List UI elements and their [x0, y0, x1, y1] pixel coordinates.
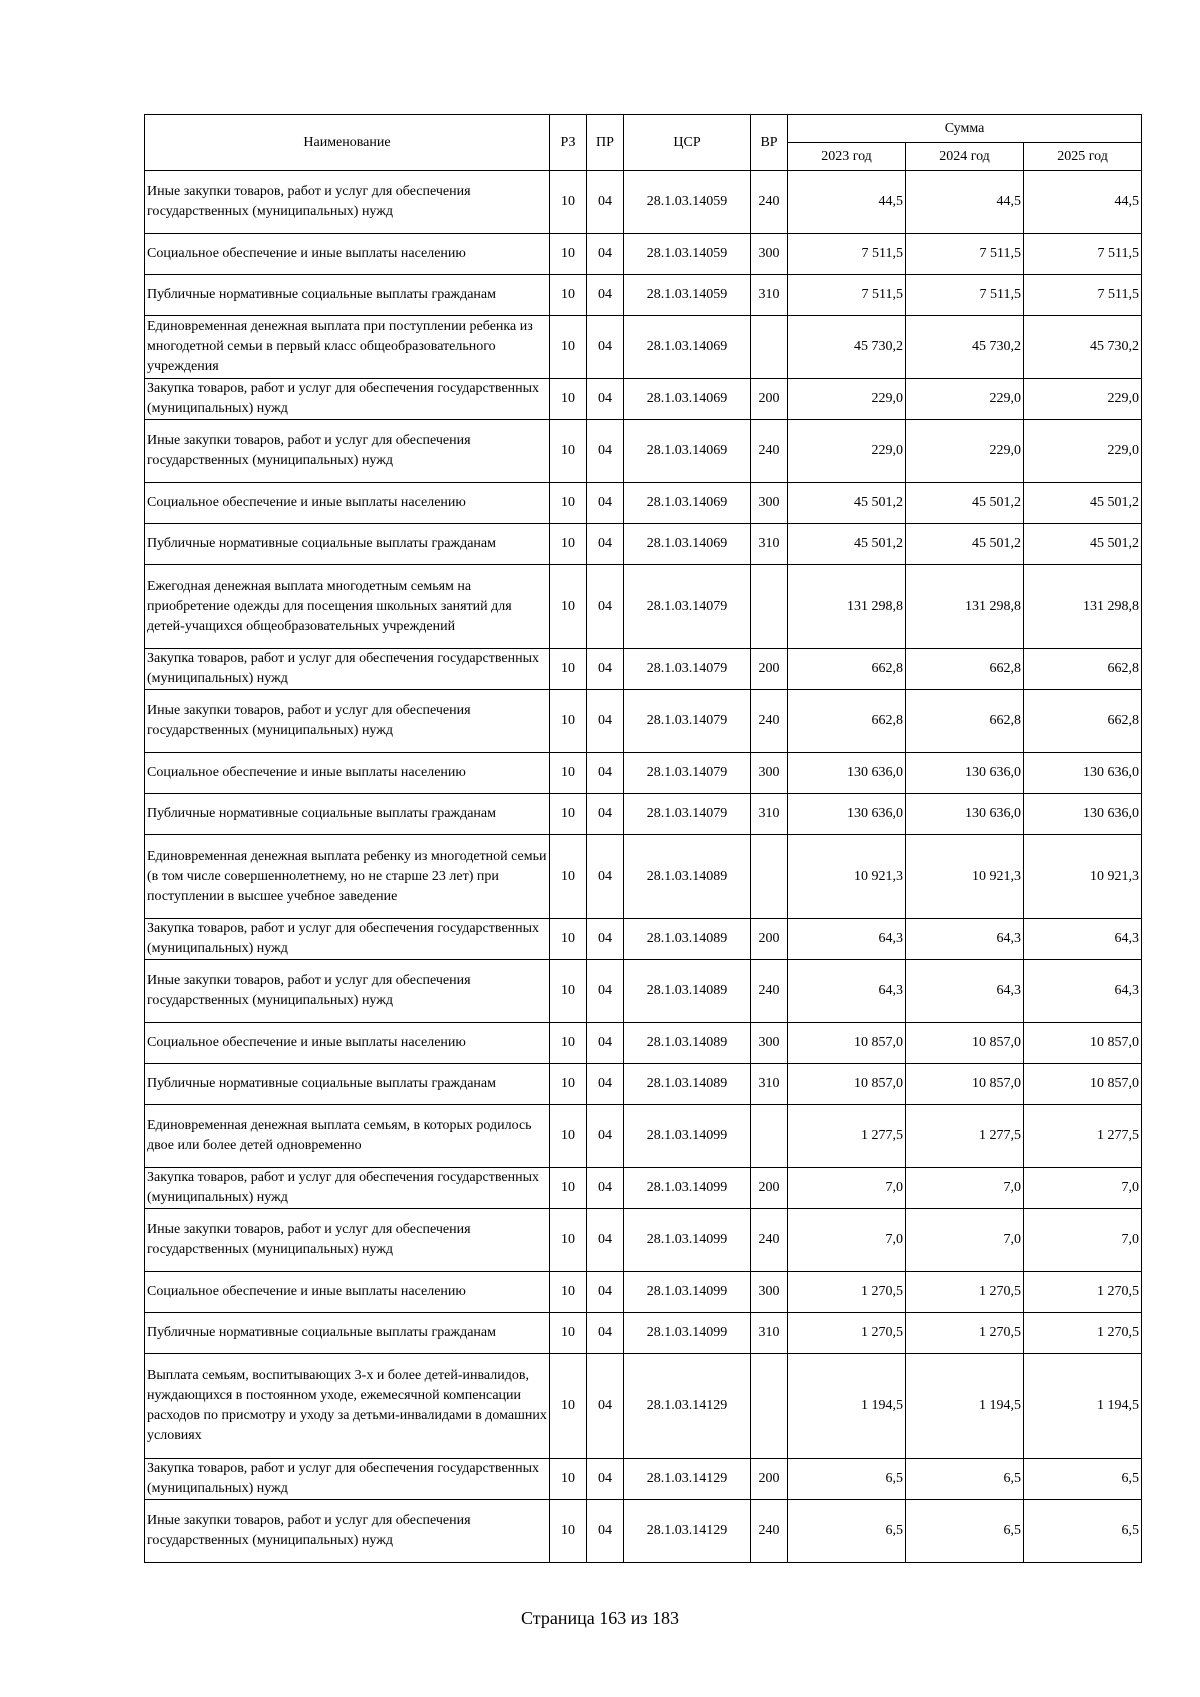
table-row [145, 1209, 1142, 1272]
row-value-2024: 662,8 [906, 690, 1024, 753]
row-value-2025: 6,5 [1024, 1500, 1142, 1563]
row-value-2024: 64,3 [906, 919, 1024, 960]
row-value-2024: 7,0 [906, 1209, 1024, 1272]
row-rz: 10 [550, 690, 587, 753]
row-value-2023: 7 511,5 [788, 275, 906, 316]
row-rz: 10 [550, 524, 587, 565]
row-pr: 04 [587, 835, 624, 919]
row-value-2023: 45 730,2 [788, 316, 906, 379]
row-pr: 04 [587, 1168, 624, 1209]
row-vr: 240 [751, 690, 788, 753]
row-pr: 04 [587, 171, 624, 234]
row-vr: 200 [751, 1168, 788, 1209]
header-year-2023: 2023 год [788, 143, 906, 171]
row-value-2023: 1 277,5 [788, 1105, 906, 1168]
table-row [145, 1023, 1142, 1064]
row-pr: 04 [587, 234, 624, 275]
table-row [145, 565, 1142, 649]
row-value-2025: 662,8 [1024, 690, 1142, 753]
header-csr: ЦСР [624, 115, 751, 171]
table-row [145, 1168, 1142, 1209]
row-name: Иные закупки товаров, работ и услуг для обеспечения государственных (муниципальных) нужд [145, 690, 550, 753]
row-csr: 28.1.03.14099 [624, 1313, 751, 1354]
row-vr: 200 [751, 649, 788, 690]
row-csr: 28.1.03.14099 [624, 1209, 751, 1272]
row-rz: 10 [550, 379, 587, 420]
row-value-2025: 229,0 [1024, 420, 1142, 483]
row-csr: 28.1.03.14079 [624, 565, 751, 649]
row-name: Публичные нормативные социальные выплаты гражданам [145, 275, 550, 316]
row-value-2023: 662,8 [788, 690, 906, 753]
row-vr: 240 [751, 1209, 788, 1272]
table-row [145, 919, 1142, 960]
row-csr: 28.1.03.14069 [624, 379, 751, 420]
row-value-2024: 1 194,5 [906, 1354, 1024, 1459]
row-value-2025: 45 501,2 [1024, 483, 1142, 524]
row-rz: 10 [550, 171, 587, 234]
header-year-2024: 2024 год [906, 143, 1024, 171]
row-value-2025: 131 298,8 [1024, 565, 1142, 649]
row-value-2024: 45 501,2 [906, 483, 1024, 524]
row-pr: 04 [587, 1354, 624, 1459]
row-value-2024: 662,8 [906, 649, 1024, 690]
row-csr: 28.1.03.14099 [624, 1105, 751, 1168]
row-rz: 10 [550, 649, 587, 690]
row-value-2024: 10 857,0 [906, 1064, 1024, 1105]
table-row [145, 483, 1142, 524]
table-row [145, 690, 1142, 753]
header-pr: ПР [587, 115, 624, 171]
header-name: Наименование [145, 115, 550, 171]
row-value-2025: 64,3 [1024, 919, 1142, 960]
table-row [145, 1105, 1142, 1168]
row-value-2025: 6,5 [1024, 1459, 1142, 1500]
row-value-2023: 7,0 [788, 1209, 906, 1272]
row-pr: 04 [587, 1313, 624, 1354]
row-vr: 300 [751, 1272, 788, 1313]
row-name: Иные закупки товаров, работ и услуг для обеспечения государственных (муниципальных) нужд [145, 1500, 550, 1563]
row-pr: 04 [587, 565, 624, 649]
row-pr: 04 [587, 794, 624, 835]
row-value-2025: 229,0 [1024, 379, 1142, 420]
table-row [145, 316, 1142, 379]
row-csr: 28.1.03.14079 [624, 753, 751, 794]
table-row [145, 524, 1142, 565]
table-row [145, 960, 1142, 1023]
page-number: Страница 163 из 183 [521, 1608, 679, 1628]
row-rz: 10 [550, 1105, 587, 1168]
header-rz: РЗ [550, 115, 587, 171]
row-csr: 28.1.03.14059 [624, 234, 751, 275]
row-pr: 04 [587, 524, 624, 565]
table-row [145, 1459, 1142, 1500]
row-value-2023: 64,3 [788, 919, 906, 960]
table-row [145, 1313, 1142, 1354]
row-vr: 300 [751, 483, 788, 524]
row-csr: 28.1.03.14099 [624, 1168, 751, 1209]
table-row [145, 794, 1142, 835]
row-value-2024: 130 636,0 [906, 794, 1024, 835]
header-sum: Сумма [788, 115, 1142, 143]
row-value-2025: 662,8 [1024, 649, 1142, 690]
row-pr: 04 [587, 753, 624, 794]
row-value-2023: 45 501,2 [788, 483, 906, 524]
row-value-2023: 6,5 [788, 1500, 906, 1563]
row-value-2025: 45 501,2 [1024, 524, 1142, 565]
row-value-2024: 45 730,2 [906, 316, 1024, 379]
row-value-2023: 130 636,0 [788, 753, 906, 794]
row-vr [751, 1105, 788, 1168]
row-vr: 310 [751, 1064, 788, 1105]
row-name: Ежегодная денежная выплата многодетным семьям на приобретение одежды для посещения школьных занятий для детей-учащихся общеобразовательных учреждений [145, 565, 550, 649]
row-value-2025: 7 511,5 [1024, 234, 1142, 275]
row-csr: 28.1.03.14089 [624, 960, 751, 1023]
row-value-2023: 10 921,3 [788, 835, 906, 919]
row-csr: 28.1.03.14099 [624, 1272, 751, 1313]
row-name: Социальное обеспечение и иные выплаты населению [145, 753, 550, 794]
row-vr [751, 1354, 788, 1459]
row-value-2025: 10 857,0 [1024, 1064, 1142, 1105]
row-name: Закупка товаров, работ и услуг для обеспечения государственных (муниципальных) нужд [145, 649, 550, 690]
row-rz: 10 [550, 1313, 587, 1354]
row-vr: 310 [751, 1313, 788, 1354]
row-rz: 10 [550, 420, 587, 483]
row-name: Закупка товаров, работ и услуг для обеспечения государственных (муниципальных) нужд [145, 1459, 550, 1500]
budget-table [144, 114, 1142, 1563]
row-rz: 10 [550, 1168, 587, 1209]
row-value-2023: 130 636,0 [788, 794, 906, 835]
row-vr [751, 835, 788, 919]
row-pr: 04 [587, 649, 624, 690]
row-value-2025: 1 277,5 [1024, 1105, 1142, 1168]
table-row [145, 1064, 1142, 1105]
row-value-2025: 130 636,0 [1024, 753, 1142, 794]
row-value-2024: 64,3 [906, 960, 1024, 1023]
row-pr: 04 [587, 1023, 624, 1064]
row-value-2023: 7,0 [788, 1168, 906, 1209]
row-pr: 04 [587, 1105, 624, 1168]
row-rz: 10 [550, 234, 587, 275]
row-value-2023: 662,8 [788, 649, 906, 690]
row-name: Единовременная денежная выплата ребенку из многодетной семьи (в том числе совершеннолетнему, но не старше 23 лет) при поступлении в высшее учебное заведение [145, 835, 550, 919]
row-value-2025: 10 921,3 [1024, 835, 1142, 919]
row-name: Социальное обеспечение и иные выплаты населению [145, 234, 550, 275]
row-name: Единовременная денежная выплата при поступлении ребенка из многодетной семьи в первый класс общеобразовательного учреждения [145, 316, 550, 379]
row-pr: 04 [587, 316, 624, 379]
row-value-2024: 7 511,5 [906, 234, 1024, 275]
row-vr: 240 [751, 960, 788, 1023]
row-rz: 10 [550, 835, 587, 919]
row-name: Иные закупки товаров, работ и услуг для обеспечения государственных (муниципальных) нужд [145, 960, 550, 1023]
row-vr: 240 [751, 171, 788, 234]
row-value-2025: 1 270,5 [1024, 1272, 1142, 1313]
table-row [145, 234, 1142, 275]
row-pr: 04 [587, 483, 624, 524]
row-vr: 300 [751, 1023, 788, 1064]
row-csr: 28.1.03.14089 [624, 919, 751, 960]
row-csr: 28.1.03.14069 [624, 524, 751, 565]
row-rz: 10 [550, 794, 587, 835]
row-csr: 28.1.03.14079 [624, 690, 751, 753]
row-name: Иные закупки товаров, работ и услуг для обеспечения государственных (муниципальных) нужд [145, 1209, 550, 1272]
row-rz: 10 [550, 1272, 587, 1313]
row-value-2025: 64,3 [1024, 960, 1142, 1023]
row-vr: 240 [751, 420, 788, 483]
table-row [145, 1354, 1142, 1459]
row-pr: 04 [587, 960, 624, 1023]
row-csr: 28.1.03.14129 [624, 1500, 751, 1563]
row-value-2024: 7,0 [906, 1168, 1024, 1209]
row-rz: 10 [550, 1209, 587, 1272]
row-rz: 10 [550, 960, 587, 1023]
row-rz: 10 [550, 1023, 587, 1064]
table-row [145, 1272, 1142, 1313]
row-value-2024: 1 270,5 [906, 1272, 1024, 1313]
row-pr: 04 [587, 1064, 624, 1105]
row-value-2024: 1 277,5 [906, 1105, 1024, 1168]
row-name: Закупка товаров, работ и услуг для обеспечения государственных (муниципальных) нужд [145, 1168, 550, 1209]
row-value-2023: 64,3 [788, 960, 906, 1023]
row-pr: 04 [587, 420, 624, 483]
row-vr: 200 [751, 379, 788, 420]
row-value-2025: 7,0 [1024, 1209, 1142, 1272]
row-value-2023: 229,0 [788, 379, 906, 420]
row-name: Выплата семьям, воспитывающих 3-х и более детей-инвалидов, нуждающихся в постоянном уходе, ежемесячной компенсации расходов по присмотру и уходу за детьми-инвалидами в домашних условиях [145, 1354, 550, 1459]
row-value-2024: 6,5 [906, 1500, 1024, 1563]
row-name: Закупка товаров, работ и услуг для обеспечения государственных (муниципальных) нужд [145, 379, 550, 420]
row-value-2023: 1 194,5 [788, 1354, 906, 1459]
row-value-2023: 1 270,5 [788, 1272, 906, 1313]
row-csr: 28.1.03.14089 [624, 835, 751, 919]
row-value-2025: 44,5 [1024, 171, 1142, 234]
row-name: Иные закупки товаров, работ и услуг для обеспечения государственных (муниципальных) нужд [145, 420, 550, 483]
row-value-2023: 131 298,8 [788, 565, 906, 649]
row-rz: 10 [550, 1500, 587, 1563]
row-rz: 10 [550, 483, 587, 524]
row-pr: 04 [587, 1459, 624, 1500]
row-csr: 28.1.03.14089 [624, 1064, 751, 1105]
row-value-2023: 1 270,5 [788, 1313, 906, 1354]
row-vr [751, 316, 788, 379]
row-value-2024: 130 636,0 [906, 753, 1024, 794]
row-value-2024: 229,0 [906, 420, 1024, 483]
row-value-2023: 10 857,0 [788, 1064, 906, 1105]
row-vr: 310 [751, 794, 788, 835]
row-name: Единовременная денежная выплата семьям, в которых родилось двое или более детей одновременно [145, 1105, 550, 1168]
row-rz: 10 [550, 919, 587, 960]
header-vr: ВР [751, 115, 788, 171]
row-value-2025: 7 511,5 [1024, 275, 1142, 316]
header-year-2025: 2025 год [1024, 143, 1142, 171]
table-row [145, 379, 1142, 420]
row-value-2023: 45 501,2 [788, 524, 906, 565]
table-row [145, 171, 1142, 234]
row-name: Публичные нормативные социальные выплаты гражданам [145, 794, 550, 835]
row-vr: 310 [751, 275, 788, 316]
row-value-2025: 130 636,0 [1024, 794, 1142, 835]
table-row [145, 835, 1142, 919]
row-pr: 04 [587, 275, 624, 316]
row-name: Закупка товаров, работ и услуг для обеспечения государственных (муниципальных) нужд [145, 919, 550, 960]
row-vr: 300 [751, 753, 788, 794]
table-row [145, 275, 1142, 316]
row-vr: 300 [751, 234, 788, 275]
row-csr: 28.1.03.14059 [624, 171, 751, 234]
row-rz: 10 [550, 316, 587, 379]
row-rz: 10 [550, 565, 587, 649]
row-value-2025: 7,0 [1024, 1168, 1142, 1209]
row-name: Социальное обеспечение и иные выплаты населению [145, 483, 550, 524]
table-row [145, 1500, 1142, 1563]
row-rz: 10 [550, 1354, 587, 1459]
row-name: Публичные нормативные социальные выплаты гражданам [145, 1064, 550, 1105]
row-rz: 10 [550, 275, 587, 316]
row-csr: 28.1.03.14089 [624, 1023, 751, 1064]
row-csr: 28.1.03.14069 [624, 420, 751, 483]
row-value-2024: 131 298,8 [906, 565, 1024, 649]
row-csr: 28.1.03.14069 [624, 316, 751, 379]
row-value-2023: 44,5 [788, 171, 906, 234]
row-name: Публичные нормативные социальные выплаты гражданам [145, 1313, 550, 1354]
row-rz: 10 [550, 1064, 587, 1105]
row-value-2025: 1 194,5 [1024, 1354, 1142, 1459]
row-value-2025: 1 270,5 [1024, 1313, 1142, 1354]
row-csr: 28.1.03.14129 [624, 1459, 751, 1500]
table-row [145, 420, 1142, 483]
row-csr: 28.1.03.14069 [624, 483, 751, 524]
row-value-2023: 7 511,5 [788, 234, 906, 275]
row-pr: 04 [587, 1500, 624, 1563]
row-value-2024: 229,0 [906, 379, 1024, 420]
row-value-2024: 10 857,0 [906, 1023, 1024, 1064]
row-name: Социальное обеспечение и иные выплаты населению [145, 1272, 550, 1313]
row-name: Иные закупки товаров, работ и услуг для обеспечения государственных (муниципальных) нужд [145, 171, 550, 234]
row-pr: 04 [587, 1209, 624, 1272]
table-row [145, 753, 1142, 794]
row-value-2023: 6,5 [788, 1459, 906, 1500]
row-value-2023: 229,0 [788, 420, 906, 483]
row-value-2023: 10 857,0 [788, 1023, 906, 1064]
row-rz: 10 [550, 1459, 587, 1500]
row-vr: 200 [751, 919, 788, 960]
row-value-2025: 45 730,2 [1024, 316, 1142, 379]
row-vr: 240 [751, 1500, 788, 1563]
row-pr: 04 [587, 919, 624, 960]
row-pr: 04 [587, 690, 624, 753]
row-pr: 04 [587, 379, 624, 420]
row-csr: 28.1.03.14129 [624, 1354, 751, 1459]
row-name: Социальное обеспечение и иные выплаты населению [145, 1023, 550, 1064]
row-value-2024: 7 511,5 [906, 275, 1024, 316]
row-value-2024: 10 921,3 [906, 835, 1024, 919]
row-rz: 10 [550, 753, 587, 794]
row-pr: 04 [587, 1272, 624, 1313]
row-name: Публичные нормативные социальные выплаты гражданам [145, 524, 550, 565]
table-row [145, 649, 1142, 690]
row-value-2024: 44,5 [906, 171, 1024, 234]
row-vr: 310 [751, 524, 788, 565]
row-csr: 28.1.03.14079 [624, 649, 751, 690]
row-value-2024: 1 270,5 [906, 1313, 1024, 1354]
row-vr: 200 [751, 1459, 788, 1500]
row-csr: 28.1.03.14079 [624, 794, 751, 835]
row-csr: 28.1.03.14059 [624, 275, 751, 316]
row-value-2024: 6,5 [906, 1459, 1024, 1500]
row-value-2025: 10 857,0 [1024, 1023, 1142, 1064]
row-vr [751, 565, 788, 649]
row-value-2024: 45 501,2 [906, 524, 1024, 565]
